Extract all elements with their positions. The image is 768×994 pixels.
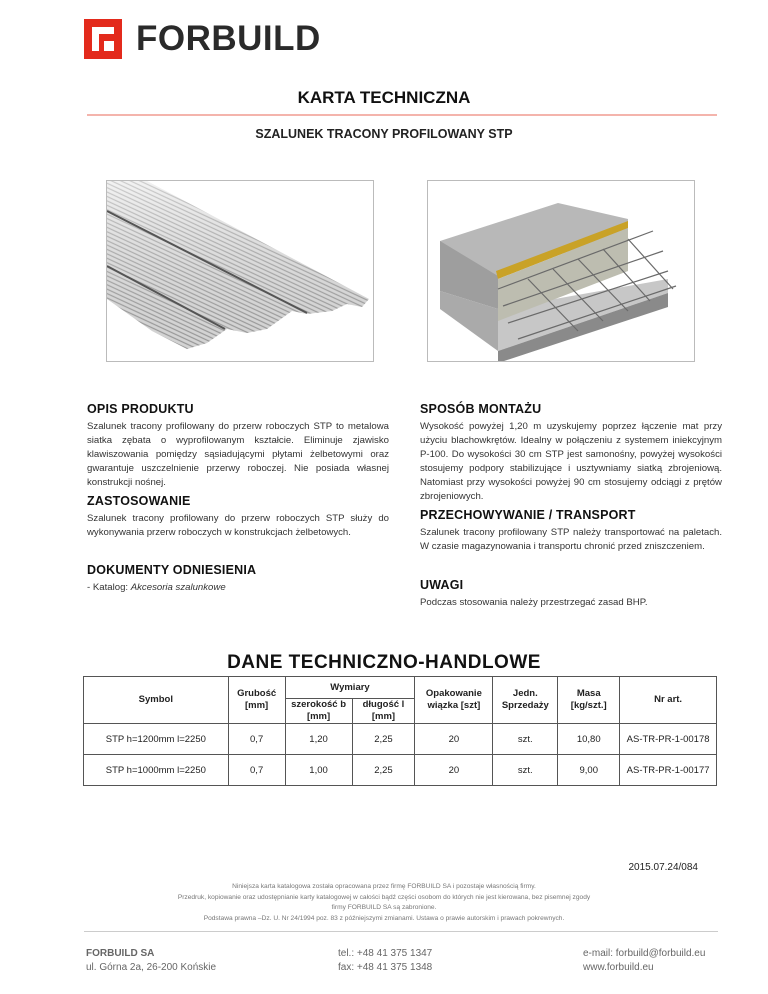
section-dokumenty-odniesienia [87, 563, 389, 595]
footer-company [86, 947, 216, 975]
company-address: ul. Górna 2a, 26-200 Końskie [86, 962, 217, 973]
section-text [87, 581, 389, 595]
section-heading: SPOSÓB MONTAŻU [420, 402, 542, 416]
cell-szerokosc: 1,00 [285, 755, 352, 786]
cell-dlugosc: 2,25 [352, 724, 415, 755]
section-text: Szalunek tracony profilowany do przerw roboczych STP służy do wykonywania przerw roboczych w konstrukcjach żelbetowych. [87, 513, 389, 538]
cell-dlugosc: 2,25 [352, 755, 415, 786]
section-text: Szalunek tracony profilowany do przerw roboczych STP to metalowa siatka zębata o wyprofilowanym kształcie. Eliminuje zjawisko klawiszowania pomiędzy sąsiadującymi płytami żelbetowymi oraz gwarantuje uszczelnienie przerwy roboczej. Nie posiada własnej konstrukcji nośnej. [87, 421, 389, 488]
footer-divider [84, 931, 718, 932]
cell-symbol: STP h=1000mm l=2250 [84, 755, 229, 786]
cell-nr-art: AS-TR-PR-1-00178 [620, 724, 717, 755]
email-link[interactable]: e-mail: forbuild@forbuild.eu [583, 948, 706, 959]
footer-contact [583, 947, 705, 975]
section-uwagi [420, 578, 722, 610]
section-zastosowanie [87, 494, 389, 540]
header-symbol: Symbol [84, 677, 229, 724]
cell-szerokosc: 1,20 [285, 724, 352, 755]
cell-jedn: szt. [493, 755, 558, 786]
document-code: 2015.07.24/084 [628, 862, 698, 873]
cell-symbol: STP h=1200mm l=2250 [84, 724, 229, 755]
legal-line: firmy FORBUILD SA są zabronione. [331, 904, 437, 911]
legal-line: Podstawa prawna –Dz. U. Nr 24/1994 poz. 83 z późniejszymi zmianami. Ustawa o prawie autorskim i prawach pokrewnych. [203, 914, 565, 922]
legal-line: Przedruk, kopiowanie oraz udostępnianie karty katalogowej w całości bądź części osobom do których nie jest kierowana, bez pisemnej zgody [177, 893, 591, 901]
cell-nr-art: AS-TR-PR-1-00177 [620, 755, 717, 786]
header-dlugosc: długość l [mm] [352, 699, 415, 724]
forbuild-logo [84, 19, 321, 59]
header-nr-art: Nr art. [620, 677, 717, 724]
cell-opakowanie: 20 [415, 724, 493, 755]
title-divider [87, 114, 717, 116]
company-name: FORBUILD SA [86, 948, 155, 959]
section-heading: PRZECHOWYWANIE / TRANSPORT [420, 508, 636, 522]
header-szerokosc: szerokość b [mm] [285, 699, 352, 724]
section-text: Szalunek tracony profilowany STP należy transportować na paletach. W czasie magazynowania i transportu chronić przed zniszczeniem. [420, 527, 722, 552]
section-sposob-montazu [420, 402, 722, 504]
cell-masa: 9,00 [558, 755, 620, 786]
header-jedn: Jedn. Sprzedaży [493, 677, 558, 724]
section-heading: ZASTOSOWANIE [87, 494, 191, 508]
legal-notice [0, 882, 768, 924]
section-przechowywanie-transport [420, 508, 722, 554]
cell-jedn: szt. [493, 724, 558, 755]
header-wymiary: Wymiary [285, 677, 415, 699]
section-text: Podczas stosowania należy przestrzegać zasad BHP. [420, 597, 648, 608]
website-link[interactable]: www.forbuild.eu [583, 962, 654, 973]
footer-phone [338, 947, 432, 975]
section-heading: DOKUMENTY ODNIESIENIA [87, 563, 257, 577]
section-heading: OPIS PRODUKTU [87, 402, 194, 416]
logo-mark-icon [84, 19, 122, 59]
cell-masa: 10,80 [558, 724, 620, 755]
product-photo-mesh [106, 180, 374, 362]
cell-grubosc: 0,7 [228, 724, 285, 755]
concrete-slab-image [428, 181, 695, 362]
section-opis-produktu [87, 402, 389, 490]
fax-number: fax: +48 41 375 1348 [338, 962, 433, 973]
catalog-link[interactable]: Akcesoria szalunkowe [130, 582, 226, 593]
technical-data-table [83, 676, 717, 786]
header-opakowanie: Opakowanie wiązka [szt] [415, 677, 493, 724]
section-text: Wysokość powyżej 1,20 m uzyskujemy poprzez łączenie mat przy użyciu blachowkrętów. Idealny w połączeniu z systemem iniekcyjnym P-100. Do wysokości 30 cm STP jest samonośny, powyżej wysokości stosujemy podpory stabilizujące i usztywniamy siatką zbrojeniową. Natomiast przy wysokości powyżej 90 cm stosujemy odciągi z prętów zbrojeniowych. [420, 421, 722, 502]
logo-text: FORBUILD [136, 19, 321, 58]
table-row [84, 755, 717, 786]
phone-number: tel.: +48 41 375 1347 [338, 948, 433, 959]
cell-grubosc: 0,7 [228, 755, 285, 786]
cell-opakowanie: 20 [415, 755, 493, 786]
document-title: KARTA TECHNICZNA [297, 88, 471, 107]
header-masa: Masa [kg/szt.] [558, 677, 620, 724]
header-grubosc: Grubość [mm] [228, 677, 285, 724]
catalog-prefix: - Katalog: [87, 582, 131, 593]
table-title: DANE TECHNICZNO-HANDLOWE [227, 652, 541, 673]
product-title: SZALUNEK TRACONY PROFILOWANY STP [255, 127, 513, 141]
legal-line: Niniejsza karta katalogowa została opracowana przez firmę FORBUILD SA i pozostaje własnością firmy. [232, 883, 536, 890]
product-photo-slab [427, 180, 695, 362]
section-heading: UWAGI [420, 578, 464, 592]
mesh-sheet-image [107, 181, 374, 362]
table-row [84, 724, 717, 755]
